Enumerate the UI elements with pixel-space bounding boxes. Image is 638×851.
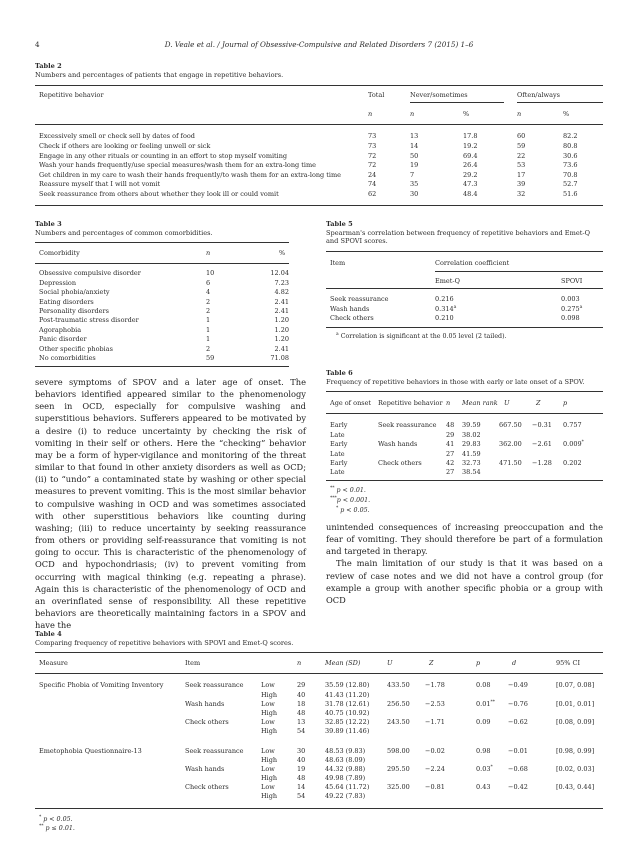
table-row: Check others Low 13 32.85 (12.22) 243.50 −1.71 0.09 −0.62 [0.08, 0.09]: [185, 718, 595, 727]
table-row: High 40 41.43 (11.20): [261, 690, 370, 699]
table-row: Get children in my care to wash their hands frequently/to wash them for an extra-long time 24 7 29.2 17 70.8: [39, 170, 578, 179]
table-title: Table 4: [35, 630, 62, 638]
table-row: High 48 49.98 (7.89): [261, 774, 366, 783]
table-head: Repetitive behavior Total Never/sometimes Often/always n n % n %: [35, 86, 603, 124]
table-6: [326, 369, 603, 516]
table-row: Wash hands 0.314$^a$ 0.275$^a$: [330, 304, 583, 313]
table-footnotes: [35, 815, 603, 835]
table-head: Item Correlation coefficient Emet-Q SPOVI: [326, 252, 603, 288]
table-row: High 40 48.63 (8.09): [261, 755, 366, 764]
table-row: Panic disorder 1 1.20: [39, 335, 289, 344]
footnote: * p < 0.05.: [336, 505, 370, 514]
row-spacer: [35, 737, 603, 747]
table-footnote: $^a$ Correlation is significant at the 0.05 level (2 tailed).: [336, 331, 507, 340]
table-row: Early Wash hands 41 29.83 362.00 −2.61 0.009*: [330, 440, 584, 449]
table-row: Check if others are looking or feeling unwell or sick 73 14 19.2 59 80.8: [39, 142, 578, 150]
table-row: No comorbidities 59 71.08: [39, 353, 289, 362]
table-row: Emetophobia Questionnaire-13 Seek reassurance Low 30 48.53 (9.83) 598.00 −0.02 0.98 −0.01 [0.98, 0.99]: [39, 746, 595, 755]
table-3: [35, 220, 289, 367]
footnote: ** p < 0.01.: [330, 485, 366, 494]
table-row: Seek reassurance 0.216 0.003: [330, 295, 580, 304]
table-row: Social phobia/anxiety 4 4.82: [39, 288, 289, 297]
table-caption: Numbers and percentages of common comorbidities.: [35, 228, 213, 237]
table-row: Agoraphobia 1 1.20: [39, 325, 289, 334]
table-row: Engage in any other rituals or counting in an effort to stop myself vomiting 72 50 69.4 22 30.6: [39, 151, 578, 160]
table-head: Comorbidity n %: [39, 249, 286, 258]
table-title: Table 6: [326, 369, 353, 377]
page-number: 4: [35, 40, 40, 49]
table-row: Seek reassurance from others about whether they look ill or could vomit 62 30 48.4 32 51.6: [39, 189, 578, 198]
table-2: [35, 62, 603, 206]
table-row: Late 27 38.54: [330, 468, 481, 477]
table-row: Personality disorders 2 2.41: [39, 306, 289, 315]
table-row: Wash hands Low 19 44.32 (9.88) 295.50 −2.24 0.03* −0.68 [0.02, 0.03]: [185, 764, 595, 773]
table-caption: Spearman's correlation between frequency of repetitive behaviors and Emet-Q and SPOVI scores.: [326, 228, 591, 246]
body-text-left: severe symptoms of SPOV and a later age of onset. The behaviors identified appeared similar to the phenomenology seen in OCD, especially for compulsive washing and superstitious behaviors. Sufferers appeared to be motivated by a desire (i) to reduce uncertainty by checking the risk of vomiting in their self or others. Here the “checking” behavior may be a form of hyper-vigilance and monitoring of the threat similar to that found in other anxiety disorders as well as OCD; (ii) to “undo” a contaminated state by washing or other special measures to prevent vomiting. This is the most similar behavior to compulsive washing in OCD and was sometimes associated with other superstitious behaviors like counting during washing; (iii) to reduce uncertainty by seeking reassurance from others or providing self-reassurance that vomiting is not going to occur. This is characteristic of the phenomenology of OCD and hypochondriasis; (iv) to prevent vomiting from occurring with magical thinking (e.g. repeating a phrase). Again this is characteristic of the phenomenology of OCD and an overinflated sense of responsibility. All these repetitive behaviors are theoretically maintaining factors in a SPOV and have the: [35, 377, 306, 631]
table-row: Late 29 38.02: [330, 430, 481, 439]
table-title: Table 3: [35, 220, 62, 228]
footnote: ***p < 0.001.: [330, 495, 371, 504]
table-row: Early Seek reassurance 48 39.59 667.50 −0.31 0.757: [330, 421, 582, 430]
table-row: Late 27 41.59: [330, 449, 481, 458]
table-row: Early Check others 42 32.73 471.50 −1.28 0.202: [330, 458, 582, 467]
table-row: High 54 49.22 (7.83): [261, 792, 366, 801]
table-footnotes: [326, 486, 603, 516]
table-caption: Numbers and percentages of patients that engage in repetitive behaviors.: [35, 70, 284, 79]
journal-citation: D. Veale et al. / Journal of Obsessive-Compulsive and Related Disorders 7 (2015) 1–6: [164, 40, 474, 49]
table-5: [326, 220, 603, 340]
table-row: High 54 39.89 (11.46): [261, 727, 370, 736]
body-text-right: unintended consequences of increasing preoccupation and the fear of vomiting. They should therefore be part of a formulation and targeted in therapy. The main limitation of our study is that it was based on a review of case notes and we did not have a control group (for example a group with another specific phobia or a group with OCD: [326, 522, 603, 605]
table-row: Other specific phobias 2 2.41: [39, 344, 289, 353]
table-caption: Frequency of repetitive behaviors in those with early or late onset of a SPOV.: [326, 377, 585, 386]
table-row: Eating disorders 2 2.41: [39, 297, 289, 306]
footnote: ** p ≤ 0.01.: [39, 824, 75, 833]
table-row: High 48 40.75 (10.92): [261, 708, 370, 717]
table-head: Measure Item n Mean (SD) U Z p d 95% CI: [39, 659, 581, 668]
table-row: Excessively smell or check sell by dates of food 73 13 17.8 60 82.2: [39, 132, 578, 141]
table-4: [35, 630, 603, 834]
table-row: Check others Low 14 45.64 (11.72) 325.00 −0.81 0.43 −0.42 [0.43, 0.44]: [185, 783, 595, 792]
table-row: Wash hands Low 18 31.78 (12.61) 256.50 −2.53 0.01** −0.76 [0.01, 0.01]: [185, 699, 595, 708]
table-row: Obsessive compulsive disorder 10 12.04: [39, 269, 289, 278]
table-row: Check others 0.210 0.098: [330, 314, 580, 323]
table-row: Reassure myself that I will not vomit 74 35 47.3 39 52.7: [39, 180, 578, 189]
footnote: * p < 0.05.: [39, 814, 73, 823]
table-head: Age of onset Repetitive behavior n Mean rank U Z p: [330, 399, 568, 408]
table-title: Table 2: [35, 62, 62, 70]
table-row: Depression 6 7.23: [39, 278, 289, 287]
table-row: Post-traumatic stress disorder 1 1.20: [39, 316, 289, 325]
table-caption: Comparing frequency of repetitive behaviors with SPOVI and Emet-Q scores.: [35, 638, 294, 647]
table-row: Wash your hands frequently/use special measures/wash them for an extra-long time 72 19 26.4 53 73.6: [39, 161, 578, 170]
table-title: Table 5: [326, 220, 353, 228]
table-row: Specific Phobia of Vomiting Inventory Seek reassurance Low 29 35.59 (12.80) 433.50 −1.78 0.08 −0.49 [0.07, 0.08]: [39, 681, 595, 690]
